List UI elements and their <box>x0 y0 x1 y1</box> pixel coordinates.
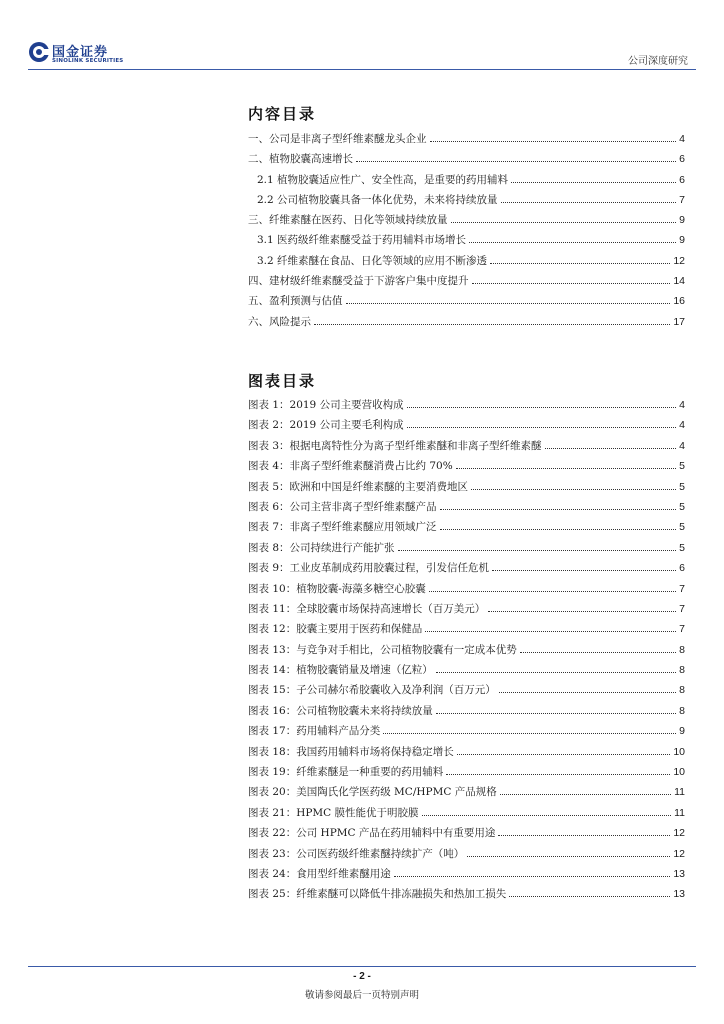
figure-entry[interactable] <box>248 723 685 743</box>
figure-entry-page[interactable]: 12 <box>673 847 685 860</box>
dot-leader <box>430 141 677 142</box>
figure-entry[interactable] <box>248 866 685 886</box>
figure-list-title: 图表目录 <box>248 372 317 390</box>
dot-leader <box>422 815 672 816</box>
dot-leader <box>456 468 676 469</box>
figure-entry-label[interactable]: 图表 7：非离子型纤维素醚应用领域广泛 <box>248 521 437 534</box>
dot-leader <box>520 652 676 653</box>
dot-leader <box>383 733 676 734</box>
figure-entry-page[interactable]: 5 <box>679 480 685 493</box>
figure-entry-page[interactable]: 7 <box>679 623 685 636</box>
dot-leader <box>436 672 676 673</box>
dot-leader <box>498 835 670 836</box>
dot-leader <box>492 570 676 571</box>
toc-entry-page[interactable]: 4 <box>679 133 685 145</box>
dot-leader <box>451 222 677 223</box>
figure-entry-label[interactable]: 图表 8：公司持续进行产能扩张 <box>248 541 395 554</box>
toc-entry-label[interactable]: 二、植物胶囊高速增长 <box>248 153 353 166</box>
figure-entry[interactable] <box>248 560 685 580</box>
figure-entry-page[interactable]: 11 <box>674 786 685 799</box>
figure-entry-page[interactable]: 9 <box>679 725 685 738</box>
toc-entry-label[interactable]: 一、公司是非离子型纤维素醚龙头企业 <box>248 133 427 145</box>
dot-leader <box>467 856 670 857</box>
figure-entry-page[interactable]: 8 <box>679 664 685 677</box>
logo-text-en: SINOLINK SECURITIES <box>52 58 124 64</box>
figure-entry-label[interactable]: 图表 23：公司医药级纤维素醚持续扩产（吨） <box>248 847 465 860</box>
document-type: 公司深度研究 <box>628 56 688 67</box>
figure-entry-page[interactable]: 8 <box>679 643 685 656</box>
dot-leader <box>545 448 677 449</box>
dot-leader <box>471 489 676 490</box>
figure-entry-page[interactable]: 11 <box>674 806 685 819</box>
sinolink-logo-icon <box>28 41 50 63</box>
figure-entry-page[interactable]: 13 <box>673 888 685 901</box>
dot-leader <box>356 161 676 162</box>
figure-entry-label[interactable]: 图表 17：药用辅料产品分类 <box>248 725 381 738</box>
figure-entry-page[interactable]: 4 <box>679 419 685 432</box>
figure-entry[interactable] <box>248 784 685 804</box>
figure-entry-page[interactable]: 7 <box>679 582 685 595</box>
disclaimer-text: 敬请参阅最后一页特别声明 <box>304 990 419 1001</box>
figure-entry[interactable] <box>248 846 685 866</box>
figure-entry[interactable] <box>248 682 685 702</box>
toc-entry-label[interactable]: 六、风险提示 <box>248 315 311 328</box>
toc-entry-page[interactable]: 6 <box>679 153 685 166</box>
figure-entry[interactable] <box>248 397 685 417</box>
toc-entry-label[interactable]: 四、建材级纤维素醚受益于下游客户集中度提升 <box>248 275 469 288</box>
figure-entry-page[interactable]: 5 <box>679 460 685 473</box>
footer-divider <box>28 966 696 967</box>
page-header <box>0 0 724 72</box>
figure-entry-page[interactable]: 13 <box>673 867 685 880</box>
toc-entry-label[interactable]: 2.2 公司植物胶囊具备一体化优势，未来将持续放量 <box>257 193 498 206</box>
figure-entry[interactable] <box>248 479 685 499</box>
figure-list <box>248 397 685 907</box>
figure-entry-label[interactable]: 图表 12：胶囊主要用于医药和保健品 <box>248 623 423 636</box>
figure-entry-label[interactable]: 图表 16：公司植物胶囊未来将持续放量 <box>248 704 433 717</box>
dot-leader <box>490 263 670 264</box>
toc-entry-page[interactable]: 6 <box>679 173 685 186</box>
figure-entry-label[interactable]: 图表 14：植物胶囊销量及增速（亿粒） <box>248 664 433 677</box>
figure-entry-label[interactable]: 图表 13：与竞争对手相比，公司植物胶囊有一定成本优势 <box>248 643 517 656</box>
dot-leader <box>314 324 670 325</box>
figure-entry-label[interactable]: 图表 24：食用型纤维素醚用途 <box>248 867 391 880</box>
figure-entry-label[interactable]: 图表 18：我国药用辅料市场将保持稳定增长 <box>248 745 454 758</box>
toc-entry[interactable] <box>248 151 685 171</box>
figure-entry-label[interactable]: 图表 4：非离子型纤维素醚消费占比约 70% <box>248 460 453 473</box>
toc-entry-page[interactable]: 12 <box>673 254 685 267</box>
figure-entry-label[interactable]: 图表 3：根据电离特性分为离子型纤维素醚和非离子型纤维素醚 <box>248 439 542 452</box>
dot-leader <box>500 794 671 795</box>
figure-entry[interactable] <box>248 825 685 845</box>
figure-entry[interactable] <box>248 886 685 906</box>
figure-entry[interactable] <box>248 581 685 601</box>
dot-leader <box>425 631 676 632</box>
figure-entry-label[interactable]: 图表 15：子公司赫尔希胶囊收入及净利润（百万元） <box>248 684 496 697</box>
figure-entry-label[interactable]: 图表 6：公司主营非离子型纤维素醚产品 <box>248 500 437 513</box>
toc-entry[interactable] <box>248 131 685 151</box>
toc-entry-page[interactable]: 9 <box>679 214 685 227</box>
figure-entry-label[interactable]: 图表 25：纤维素醚可以降低牛排冻融损失和热加工损失 <box>248 888 507 901</box>
figure-entry-page[interactable]: 5 <box>679 500 685 513</box>
figure-entry-page[interactable]: 10 <box>673 766 685 779</box>
figure-entry-label[interactable]: 图表 21：HPMC 膜性能优于明胶膜 <box>248 806 419 819</box>
figure-entry[interactable] <box>248 519 685 539</box>
figure-entry-page[interactable]: 7 <box>679 602 685 615</box>
figure-entry-label[interactable]: 图表 20：美国陶氏化学医药级 MC/HPMC 产品规格 <box>248 786 497 799</box>
figure-entry-page[interactable]: 8 <box>679 704 685 717</box>
figure-entry-label[interactable]: 图表 5：欧洲和中国是纤维素醚的主要消费地区 <box>248 480 469 493</box>
toc-entry-page[interactable]: 16 <box>673 295 685 308</box>
company-logo <box>28 41 138 69</box>
toc-entry-page[interactable]: 17 <box>673 315 685 328</box>
figure-entry-page[interactable]: 12 <box>673 827 685 840</box>
dot-leader <box>469 242 676 243</box>
dot-leader <box>446 774 670 775</box>
figure-entry[interactable] <box>248 805 685 825</box>
toc-entry-label[interactable]: 3.2 纤维素醚在食品、日化等领域的应用不断渗透 <box>257 254 488 267</box>
figure-entry[interactable] <box>248 540 685 560</box>
dot-leader <box>407 407 677 408</box>
figure-entry[interactable] <box>248 601 685 621</box>
dot-leader <box>499 692 676 693</box>
toc-entry-page[interactable]: 7 <box>679 193 685 206</box>
logo-text-cn: 国金证券 <box>52 45 109 60</box>
toc-entry-label[interactable]: 2.1 植物胶囊适应性广、安全性高，是重要的药用辅料 <box>257 173 509 186</box>
dot-leader <box>346 303 671 304</box>
toc-entry[interactable] <box>248 212 685 232</box>
figure-entry-label[interactable]: 图表 11：全球胶囊市场保持高速增长（百万美元） <box>248 602 486 615</box>
figure-entry[interactable] <box>248 438 685 458</box>
figure-entry-label[interactable]: 图表 10：植物胶囊-海藻多糖空心胶囊 <box>248 582 426 595</box>
toc-entry[interactable] <box>248 192 685 212</box>
toc-entry-label[interactable]: 三、纤维素醚在医药、日化等领域持续放量 <box>248 214 448 227</box>
header-divider <box>28 69 696 70</box>
dot-leader <box>472 283 671 284</box>
dot-leader <box>488 611 676 612</box>
toc-entry-page[interactable]: 9 <box>679 234 685 247</box>
dot-leader <box>440 509 677 510</box>
figure-entry[interactable] <box>248 764 685 784</box>
toc-entry[interactable] <box>248 253 685 273</box>
figure-entry[interactable] <box>248 417 685 437</box>
figure-entry-page[interactable]: 4 <box>679 439 685 452</box>
dot-leader <box>457 754 671 755</box>
figure-entry[interactable] <box>248 642 685 662</box>
dot-leader <box>398 550 677 551</box>
toc-title: 内容目录 <box>248 105 317 123</box>
toc-entry-label[interactable]: 五、盈利预测与估值 <box>248 295 343 308</box>
figure-entry[interactable] <box>248 458 685 478</box>
figure-entry[interactable] <box>248 703 685 723</box>
dot-leader <box>429 591 676 592</box>
figure-entry-label[interactable]: 图表 1：2019 公司主要营收构成 <box>248 399 404 411</box>
toc-entry[interactable] <box>248 232 685 252</box>
figure-entry-label[interactable]: 图表 19：纤维素醚是一种重要的药用辅料 <box>248 766 444 779</box>
contents-list <box>248 131 685 334</box>
dot-leader <box>394 876 671 877</box>
dot-leader <box>511 182 676 183</box>
dot-leader <box>501 202 677 203</box>
figure-entry-page[interactable]: 5 <box>679 541 685 554</box>
toc-entry[interactable] <box>248 314 685 334</box>
page-number: - 2 - <box>353 971 371 982</box>
figure-entry-page[interactable]: 5 <box>679 521 685 534</box>
toc-entry-label[interactable]: 3.1 医药级纤维素醚受益于药用辅料市场增长 <box>257 234 467 247</box>
figure-entry-label[interactable]: 图表 2：2019 公司主要毛利构成 <box>248 419 404 432</box>
dot-leader <box>407 427 677 428</box>
figure-entry[interactable] <box>248 621 685 641</box>
figure-entry-page[interactable]: 10 <box>673 745 685 758</box>
dot-leader <box>436 713 676 714</box>
figure-entry-label[interactable]: 图表 22：公司 HPMC 产品在药用辅料中有重要用途 <box>248 827 496 840</box>
toc-entry-page[interactable]: 14 <box>673 275 685 288</box>
figure-entry-page[interactable]: 6 <box>679 562 685 575</box>
figure-entry-page[interactable]: 4 <box>679 399 685 411</box>
dot-leader <box>509 896 670 897</box>
figure-entry[interactable] <box>248 744 685 764</box>
dot-leader <box>440 529 677 530</box>
toc-entry[interactable] <box>248 273 685 293</box>
toc-entry[interactable] <box>248 172 685 192</box>
toc-entry[interactable] <box>248 293 685 313</box>
figure-entry-page[interactable]: 8 <box>679 684 685 697</box>
figure-entry-label[interactable]: 图表 9：工业皮革制成药用胶囊过程，引发信任危机 <box>248 562 490 575</box>
figure-entry[interactable] <box>248 499 685 519</box>
figure-entry[interactable] <box>248 662 685 682</box>
